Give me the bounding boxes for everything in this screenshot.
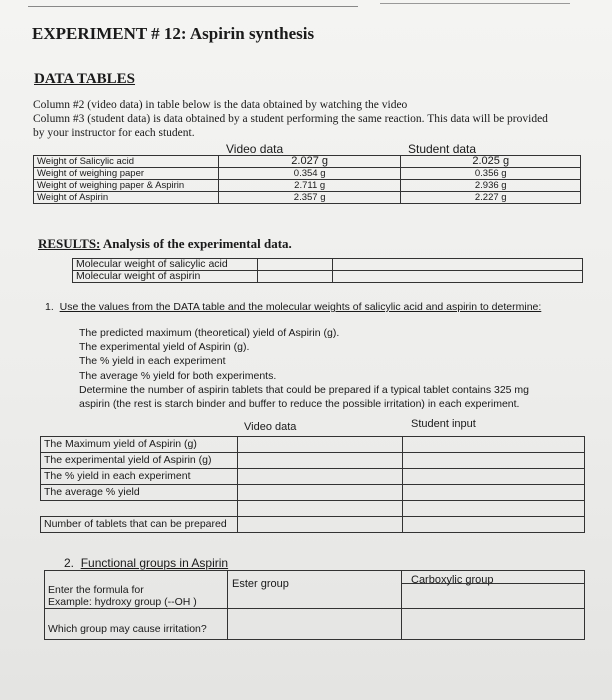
carboxylic-formula-input[interactable]: [402, 584, 585, 609]
results-label: RESULTS:: [38, 236, 101, 251]
yield-student-input[interactable]: [402, 453, 585, 469]
mw-salicylic-input-2[interactable]: [332, 259, 582, 271]
tablets-label: Number of tablets that can be prepared: [41, 517, 238, 533]
q1-item: The predicted maximum (theoretical) yield of Aspirin (g).: [79, 327, 340, 339]
ester-formula-input[interactable]: [227, 584, 402, 609]
q1-item: The experimental yield of Aspirin (g).: [79, 341, 250, 353]
video-value[interactable]: 2.711 g: [218, 180, 401, 192]
video-value[interactable]: 2.027 g: [218, 156, 401, 168]
table-row: [34, 192, 581, 204]
table-row: [34, 156, 581, 168]
yield-video-input[interactable]: [237, 469, 402, 485]
carboxylic-group-header: Carboxylic group: [411, 574, 494, 586]
data-note-3: by your instructor for each student.: [33, 127, 195, 139]
video-value[interactable]: 2.357 g: [218, 192, 401, 204]
yield-student-input[interactable]: [402, 485, 585, 501]
yield-student-input[interactable]: [402, 501, 585, 517]
mw-salicylic-input[interactable]: [257, 259, 332, 271]
molecular-weight-table: [72, 258, 583, 283]
q1-item: aspirin (the rest is starch binder and buffer to reduce the possible irritation) in each experiment.: [79, 398, 520, 410]
table-row: [41, 437, 585, 453]
question-1-text: Use the values from the DATA table and the molecular weights of salicylic acid and aspirin to determine:: [59, 301, 542, 313]
results-heading: [38, 236, 292, 252]
yield-video-input[interactable]: [237, 453, 402, 469]
table-row: [41, 469, 585, 485]
tablets-video-input[interactable]: [237, 517, 402, 533]
yield-label: The % yield in each experiment: [41, 469, 238, 485]
mw-aspirin-input[interactable]: [257, 271, 332, 283]
yield-label: The experimental yield of Aspirin (g): [41, 453, 238, 469]
tablets-student-input[interactable]: [402, 517, 585, 533]
row-label: Weight of weighing paper: [34, 168, 219, 180]
question-2: [64, 556, 228, 570]
yield-video-input[interactable]: [237, 485, 402, 501]
student-data-header: Student data: [408, 142, 477, 156]
formula-label: Enter the formula for: [48, 583, 144, 596]
table-row: [45, 608, 585, 639]
q1-item: Determine the number of aspirin tablets that could be prepared if a typical tablet contains 325 mg: [79, 384, 530, 396]
table-row: [34, 180, 581, 192]
mw-aspirin-input-2[interactable]: [332, 271, 582, 283]
student-value[interactable]: 2.025 g: [401, 156, 581, 168]
mw-aspirin-label: Molecular weight of aspirin: [73, 271, 258, 283]
row-label: Weight of Salicylic acid: [34, 156, 219, 168]
student-input-col: Student input: [411, 418, 476, 430]
question-2-text: Functional groups in Aspirin: [80, 556, 229, 570]
mw-salicylic-label: Molecular weight of salicylic acid: [73, 259, 258, 271]
yield-label: The Maximum yield of Aspirin (g): [41, 437, 238, 453]
table-row: [45, 571, 585, 584]
yield-video-input[interactable]: [237, 501, 402, 517]
table-row: [41, 501, 585, 517]
table-row: [73, 271, 583, 283]
video-data-header: Video data: [226, 142, 284, 156]
question-1: [45, 301, 541, 313]
row-label: Weight of Aspirin: [34, 192, 219, 204]
student-value[interactable]: 2.227 g: [401, 192, 581, 204]
yield-student-input[interactable]: [402, 469, 585, 485]
data-note-2: Column #3 (student data) is data obtained by a student performing the same reaction. This data will be provided: [33, 113, 548, 125]
video-data-col: Video data: [244, 421, 297, 433]
blank-cell: [45, 571, 228, 584]
table-row: [45, 584, 585, 609]
data-note-1: Column #2 (video data) in table below is the data obtained by watching the video: [33, 99, 408, 111]
table-row: [73, 259, 583, 271]
ester-irritation-input[interactable]: [227, 608, 402, 639]
formula-example: Example: hydroxy group (--OH ): [48, 595, 197, 608]
student-value[interactable]: 2.936 g: [401, 180, 581, 192]
top-rule: [28, 6, 358, 7]
blank-cell: [227, 571, 402, 584]
q1-item: The average % yield for both experiments.: [79, 370, 277, 382]
blank-cell: [402, 571, 585, 584]
page-title: EXPERIMENT # 12: Aspirin synthesis: [32, 24, 315, 43]
irritation-label: Which group may cause irritation?: [45, 608, 228, 639]
data-tables-heading: DATA TABLES: [34, 71, 136, 87]
top-rule-right: [380, 3, 570, 4]
spacer-cell: [41, 501, 238, 517]
data-table: [33, 155, 581, 204]
question-1-number: 1.: [45, 301, 54, 313]
question-2-number: 2.: [64, 556, 75, 570]
carboxylic-irritation-input[interactable]: [402, 608, 585, 639]
yield-student-input[interactable]: [402, 437, 585, 453]
row-label: Weight of weighing paper & Aspirin: [34, 180, 219, 192]
table-row: [41, 485, 585, 501]
yield-video-input[interactable]: [237, 437, 402, 453]
results-text: Analysis of the experimental data.: [100, 236, 292, 251]
video-value[interactable]: 0.354 g: [218, 168, 401, 180]
table-row: [41, 453, 585, 469]
yield-label: The average % yield: [41, 485, 238, 501]
formula-prompt: [45, 584, 228, 609]
ester-group-header: Ester group: [232, 578, 289, 590]
table-row: [34, 168, 581, 180]
functional-groups-table: [44, 570, 585, 640]
q1-item: The % yield in each experiment: [79, 355, 226, 367]
student-value[interactable]: 0.356 g: [401, 168, 581, 180]
yield-table: [40, 436, 585, 533]
table-row: [41, 517, 585, 533]
